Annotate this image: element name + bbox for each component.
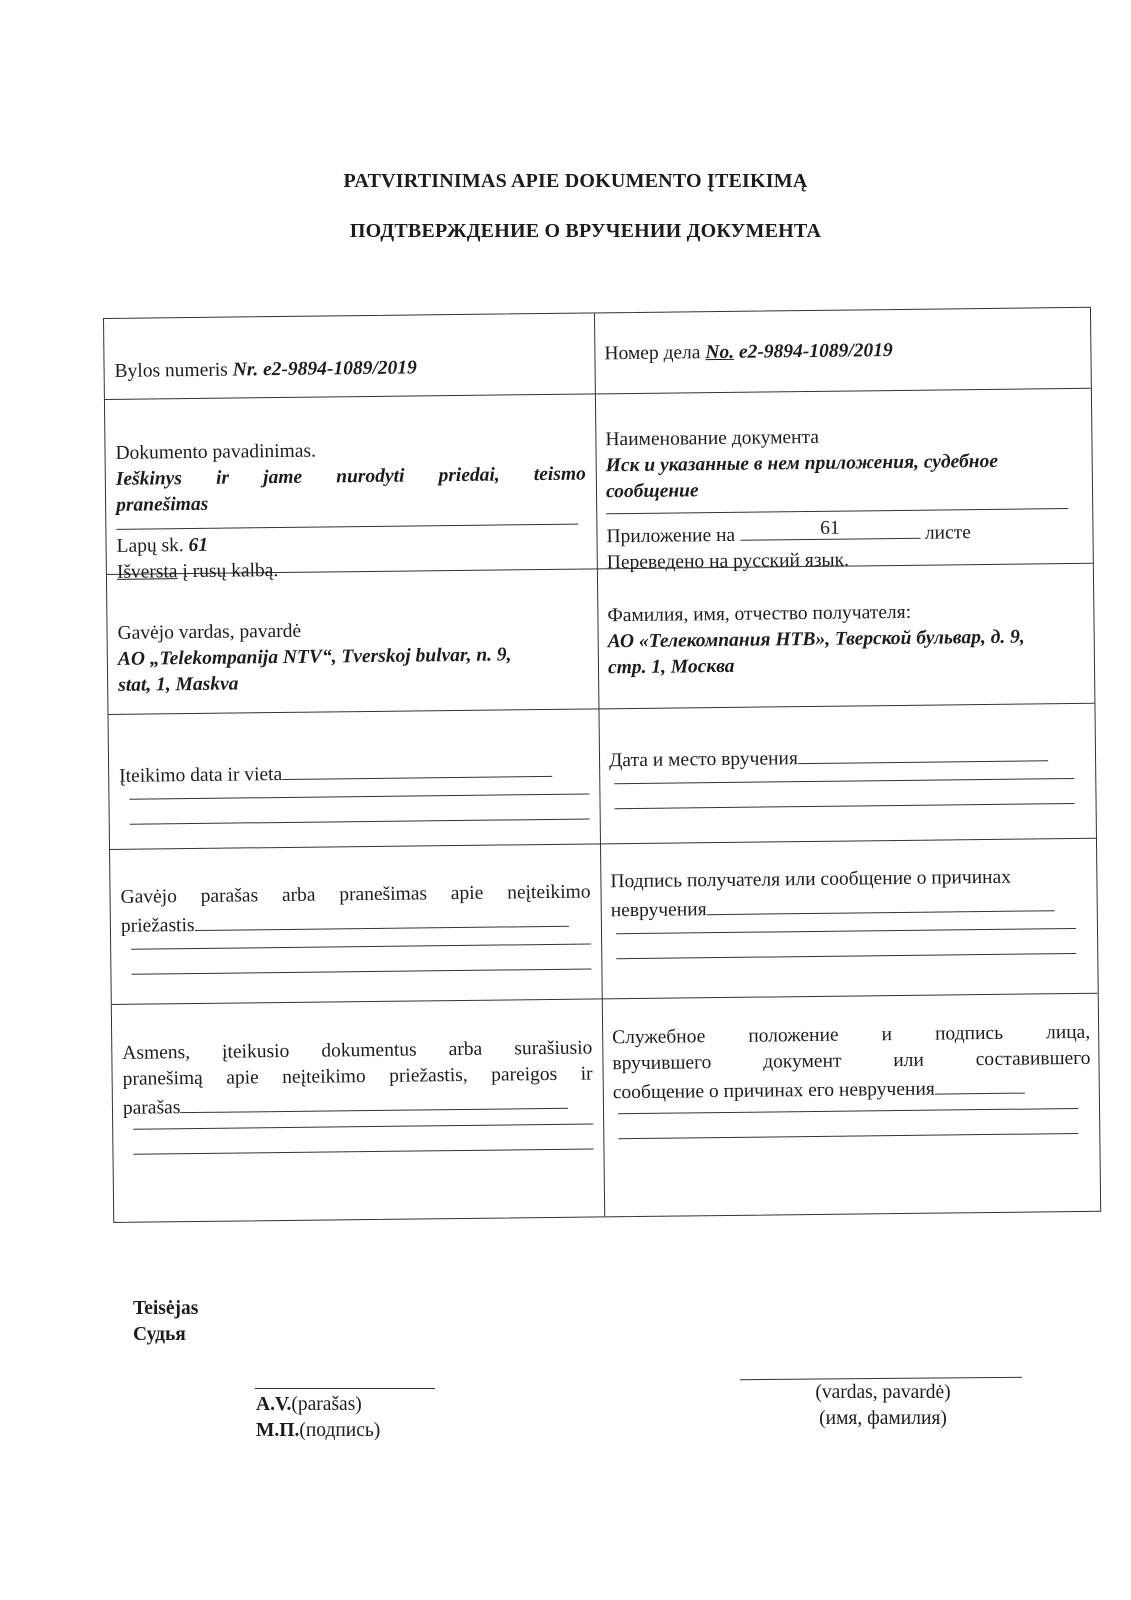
server-ru-1: Служебное положение и подпись лица, [612, 1021, 1091, 1049]
row-divider [112, 993, 1098, 1005]
recipient-signature-ru-line [616, 928, 1076, 934]
column-divider [594, 313, 605, 1216]
document-name-lt-value-1: Ieškinys ir jame nurodyti priedai, teismo [115, 463, 586, 490]
name-lt: (vardas, pavardė) [815, 1382, 951, 1403]
case-number-ru-label: Номер дела [604, 342, 701, 365]
recipient-lt-value-1: AO „Telekompanija NTV“, Tverskoj bulvar, n. 9, [117, 644, 512, 670]
recipient-signature-ru-field [706, 890, 1054, 915]
service-date-lt-line [129, 794, 589, 800]
server-lt-1: Asmens, įteikusio dokumentus arba surašiusio [122, 1037, 593, 1064]
translated-ru: Переведено на русский язык. [606, 549, 850, 574]
server-ru-line [618, 1133, 1078, 1139]
server-lt-3: parašas [122, 1097, 181, 1119]
service-confirmation-table [103, 307, 1101, 1223]
pages-ru-label: Приложение на [606, 524, 736, 548]
row-divider [105, 388, 1091, 400]
seal-ru: М.П. [256, 1420, 300, 1441]
recipient-ru-value-1: АО «Телекомпания НТВ», Тверской бульвар, д. 9, [607, 626, 1025, 653]
recipient-ru-value-2: стр. 1, Москва [607, 655, 735, 679]
server-lt [122, 1035, 593, 1121]
recipient-signature-ru [610, 864, 1089, 924]
row-divider [110, 838, 1096, 850]
judge-title [133, 1296, 198, 1348]
recipient-lt [117, 616, 588, 699]
pages-lt-label: Lapų sk. [116, 535, 184, 557]
recipient-signature-ru-2: невручения [610, 899, 707, 922]
service-date-lt-label: Įteikimo data ir vieta [119, 763, 283, 787]
recipient-signature-lt-1: Gavėjo parašas arba pranešimas apie neįteikimo [120, 881, 591, 908]
signature-caption [256, 1392, 380, 1444]
recipient-lt-value-2: stat, 1, Maskva [118, 673, 239, 696]
name-ru: (имя, фамилия) [819, 1408, 947, 1429]
document-name-ru-value-1: Иск и указанные в нем приложения, судебное [605, 450, 999, 477]
judge-ru: Судья [133, 1324, 186, 1345]
recipient-signature-ru-1: Подпись получателя или сообщение о причинах [610, 866, 1012, 893]
case-number-ru-value: e2-9894-1089/2019 [738, 340, 893, 363]
recipient-ru-label: Фамилия, имя, отчество получателя: [607, 601, 912, 627]
seal-lt: A.V. [256, 1394, 292, 1415]
title-russian: ПОДТВЕРЖДЕНИЕ О ВРУЧЕНИИ ДОКУМЕНТА [349, 220, 822, 242]
case-number-ru [604, 336, 1082, 367]
document-name-lt-label: Dokumento pavadinimas. [115, 440, 317, 464]
document-name-ru [605, 422, 1084, 505]
document-ru-underline [606, 508, 1068, 514]
document-name-ru-value-2: сообщение [605, 480, 699, 503]
recipient-signature-lt-line [131, 944, 591, 950]
row-divider [108, 703, 1094, 715]
service-date-lt-line [130, 819, 590, 825]
document-name-lt [115, 436, 586, 519]
recipient-signature-lt-2: priežastis [120, 915, 195, 937]
server-lt-line [133, 1123, 593, 1129]
pages-ru-suffix: листе [924, 522, 972, 544]
server-ru-2: вручившего документ или составившего [612, 1047, 1091, 1075]
server-lt-2: pranešimą apie neįteikimo priežastis, pareigos ir [122, 1063, 593, 1090]
service-date-lt [119, 756, 589, 790]
pages-ru-value: 61 [820, 517, 840, 539]
service-date-lt-field [282, 756, 552, 780]
case-number-ru-prefix: No. [705, 341, 735, 364]
server-ru [612, 1020, 1091, 1106]
sign-lt: (parašas) [291, 1394, 362, 1415]
pages-ru [606, 516, 1085, 576]
document-name-ru-label: Наименование документа [605, 426, 820, 451]
judge-lt: Teisėjas [133, 1298, 199, 1319]
server-lt-line [133, 1148, 593, 1154]
name-caption [778, 1380, 988, 1432]
server-ru-3: сообщение о причинах его невручения [612, 1078, 935, 1104]
case-number-lt-value: Nr. e2-9894-1089/2019 [232, 357, 417, 381]
service-date-ru-label: Дата и место вручения [608, 748, 799, 772]
server-lt-field [180, 1088, 568, 1113]
translated-lt-rest: į rusų kalbą. [177, 560, 279, 583]
recipient-signature-lt [120, 880, 591, 940]
service-date-ru-line [615, 803, 1075, 809]
case-number-lt [114, 354, 584, 385]
service-date-ru-line [614, 778, 1074, 784]
pages-ru-field [740, 518, 920, 541]
service-date-ru [609, 740, 1087, 774]
recipient-signature-lt-line [131, 969, 591, 975]
title-lithuanian: PATVIRTINIMAS APIE DOKUMENTO ĮTEIKIMĄ [343, 170, 808, 192]
recipient-ru [607, 598, 1086, 681]
document-name-lt-value-2: pranešimas [116, 493, 209, 516]
pages-lt-value: 61 [188, 534, 209, 557]
pages-lt [116, 529, 587, 586]
recipient-signature-ru-line [616, 953, 1076, 959]
recipient-lt-label: Gavėjo vardas, pavardė [117, 620, 302, 644]
sign-ru: (подпись) [299, 1420, 381, 1441]
signature-line [255, 1388, 435, 1389]
recipient-signature-lt-field [194, 906, 568, 931]
translated-lt-word: Išversta [116, 561, 178, 583]
case-number-lt-label: Bylos numeris [114, 359, 228, 382]
server-ru-line [618, 1108, 1078, 1114]
service-date-ru-field [798, 740, 1048, 764]
server-ru-field [935, 1073, 1025, 1095]
